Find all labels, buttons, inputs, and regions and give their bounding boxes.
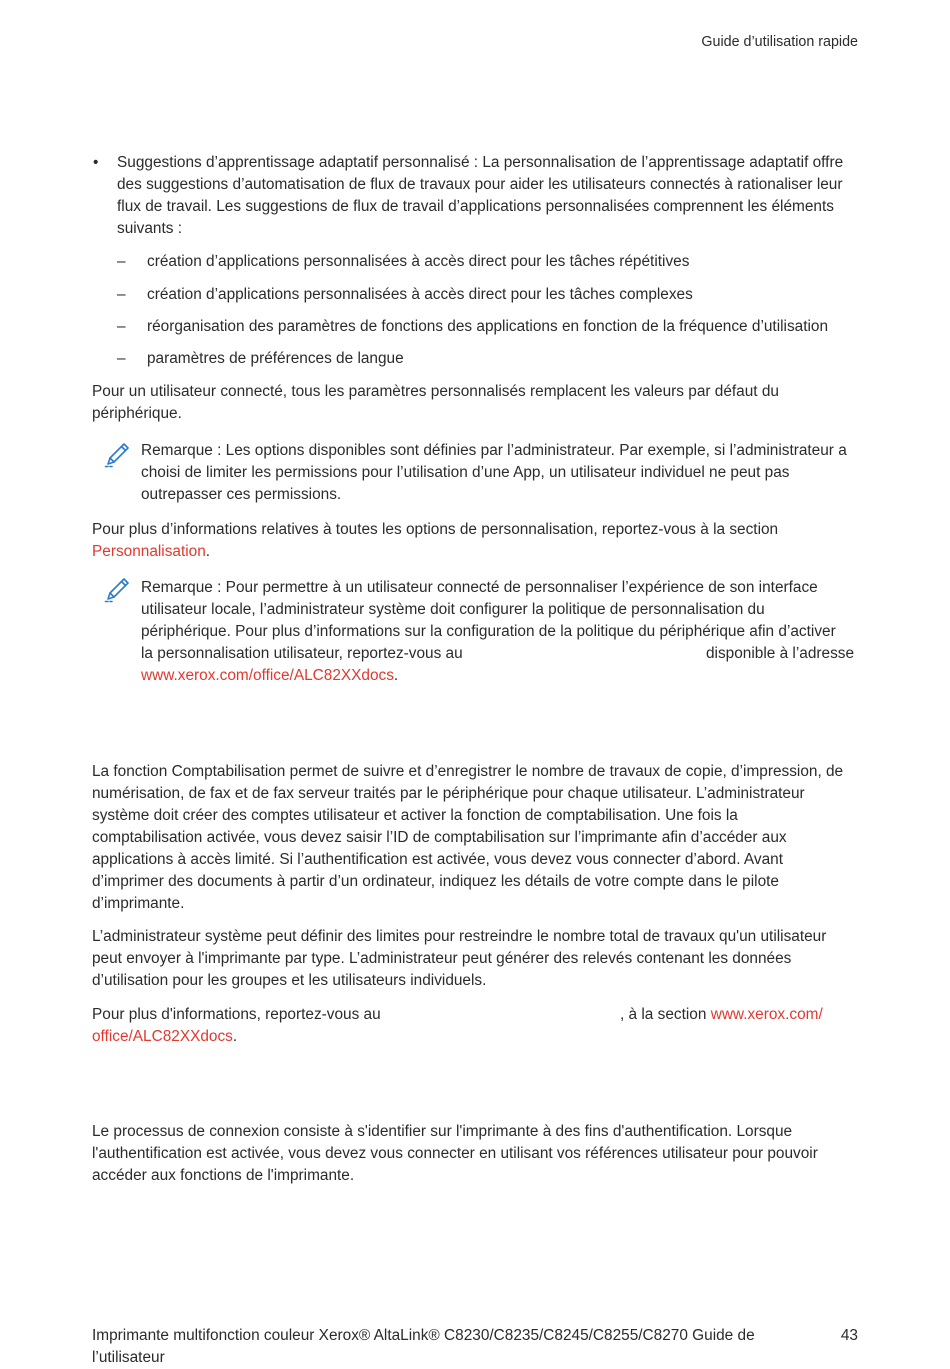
paragraph-text-after-gap (620, 1004, 823, 1026)
paragraph-line: peut envoyer à l'imprimante par type. L’administrateur peut générer des relevés contenant les données (92, 950, 792, 967)
paragraph-line: d’imprimante. (92, 895, 185, 912)
sub-item-text: paramètres de préférences de langue (147, 350, 404, 367)
link-suffix: . (232, 1028, 238, 1045)
paragraph-line: d’utilisation pour les groupes et les utilisateurs individuels. (92, 972, 487, 989)
paragraph-line: périphérique. (92, 405, 182, 422)
note-local-ui (92, 577, 858, 687)
note-text-line (141, 665, 858, 687)
pencil-note-icon (104, 575, 132, 603)
bullet-text-line: flux de travail. Les suggestions de flux de travail d’applications personnalisées comprennent les éléments (117, 198, 834, 215)
pencil-note-icon (104, 440, 132, 468)
note-text-before-gap: la personnalisation utilisateur, reportez-vous au (141, 645, 463, 662)
default-values-paragraph (92, 381, 858, 425)
personalization-bullet (92, 152, 858, 240)
page-number: 43 (840, 1327, 858, 1344)
paragraph-line: accéder aux fonctions de l'imprimante. (92, 1167, 355, 1184)
paragraph-line: Pour un utilisateur connecté, tous les paramètres personnalisés remplacent les valeurs par défaut du (92, 383, 779, 400)
xerox-docs-link[interactable]: www.xerox.com/office/ALC82XXdocs (141, 667, 394, 684)
running-header: Guide d’utilisation rapide (701, 34, 858, 50)
dash-marker: – (117, 318, 126, 335)
footer-line: Imprimante multifonction couleur Xerox® AltaLink® C8230/C8235/C8245/C8255/C8270 Guide de (92, 1327, 755, 1344)
note-text-line (141, 643, 858, 665)
limits-paragraph (92, 926, 858, 992)
note-text-line: périphérique. Pour plus d’informations sur la configuration de la politique du périphérique afin d’activer (141, 623, 836, 640)
paragraph-line: applications à accès limité. Si l’authentification est activée, vous devez vous connecter d’abord. Avant (92, 851, 783, 868)
note-text-line: choisi de limiter les permissions pour l’utilisation d’une App, un utilisateur individuel ne peut pas (141, 464, 790, 481)
note-text-line: Remarque : Les options disponibles sont définies par l’administrateur. Par exemple, si l’administrateur a (141, 442, 847, 459)
sub-item-text: réorganisation des paramètres de fonctions des applications en fonction de la fréquence d’utilisation (147, 318, 829, 335)
note-text-line: utilisateur locale, l’administrateur système doit configurer la politique de personnalisation du (141, 601, 765, 618)
login-paragraph (92, 1121, 858, 1187)
paragraph-line (92, 1026, 858, 1048)
bullet-text-line: des suggestions d’automatisation de flux de travaux pour aider les utilisateurs connectés à rationaliser leur (117, 176, 843, 193)
paragraph-line (92, 541, 858, 563)
note-text-line: outrepasser ces permissions. (141, 486, 342, 503)
bullet-marker: • (93, 154, 99, 171)
accounting-paragraph (92, 761, 858, 915)
paragraph-line: système doit créer des comptes utilisateur et activer la fonction de comptabilisation. Une fois la (92, 807, 738, 824)
paragraph-line: d’imprimer des documents à partir d’un ordinateur, indiquez les détails de votre compte dans le pilote (92, 873, 779, 890)
paragraph-line (92, 1004, 858, 1026)
sub-item-text: création d’applications personnalisées à accès direct pour les tâches répétitives (147, 253, 690, 270)
sub-list-item (117, 348, 404, 370)
paragraph-line: Le processus de connexion consiste à s'identifier sur l'imprimante à des fins d'authentification. Lorsque (92, 1123, 793, 1140)
bullet-text-line: Suggestions d’apprentissage adaptatif personnalisé : La personnalisation de l’apprentissage adaptatif offre (117, 154, 844, 171)
note-text (141, 577, 858, 687)
dash-marker: – (117, 286, 126, 303)
paragraph-line: comptabilisation activée, vous devez saisir l’ID de comptabilisation sur l’imprimante afin d’accéder aux (92, 829, 787, 846)
link-suffix: . (393, 667, 399, 684)
bullet-text-line: suivants : (117, 220, 183, 237)
page-footer (92, 1325, 858, 1369)
note-text-after-gap: disponible à l’adresse (706, 645, 855, 662)
sub-list-item (117, 316, 828, 338)
xerox-docs-link-part-2[interactable]: office/ALC82XXdocs (92, 1028, 233, 1045)
link-suffix: . (205, 543, 211, 560)
options-paragraph (92, 519, 858, 563)
bullet-text (117, 152, 858, 240)
sub-list-item (117, 251, 689, 273)
note-text (141, 440, 858, 506)
section-label: , à la section (620, 1006, 707, 1023)
xerox-docs-link-part-1[interactable]: www.xerox.com/ (710, 1006, 823, 1023)
paragraph-line: L’administrateur système peut définir des limites pour restreindre le nombre total de travaux qu'un utilisateur (92, 928, 827, 945)
sub-item-text: création d’applications personnalisées à accès direct pour les tâches complexes (147, 286, 693, 303)
paragraph-line: Pour plus d’informations relatives à toutes les options de personnalisation, reportez-vous à la section (92, 521, 779, 538)
accounting-info-paragraph (92, 1004, 858, 1048)
dash-marker: – (117, 253, 126, 270)
paragraph-line: numérisation, de fax et de fax serveur traités par le périphérique pour chaque utilisateur. L’administrateur (92, 785, 805, 802)
sub-list-item (117, 284, 693, 306)
personnalisation-link[interactable]: Personnalisation (92, 543, 206, 560)
paragraph-line: l'authentification est activée, vous devez vous connecter en utilisant vos références utilisateur pour pouvoir (92, 1145, 818, 1162)
note-text-line: Remarque : Pour permettre à un utilisateur connecté de personnaliser l’expérience de son interface (141, 579, 818, 596)
footer-line: l’utilisateur (92, 1349, 165, 1366)
paragraph-line: La fonction Comptabilisation permet de suivre et d’enregistrer le nombre de travaux de copie, d’impression, de (92, 763, 844, 780)
paragraph-text-before-gap: Pour plus d'informations, reportez-vous au (92, 1006, 381, 1023)
note-permissions (92, 440, 858, 506)
dash-marker: – (117, 350, 126, 367)
